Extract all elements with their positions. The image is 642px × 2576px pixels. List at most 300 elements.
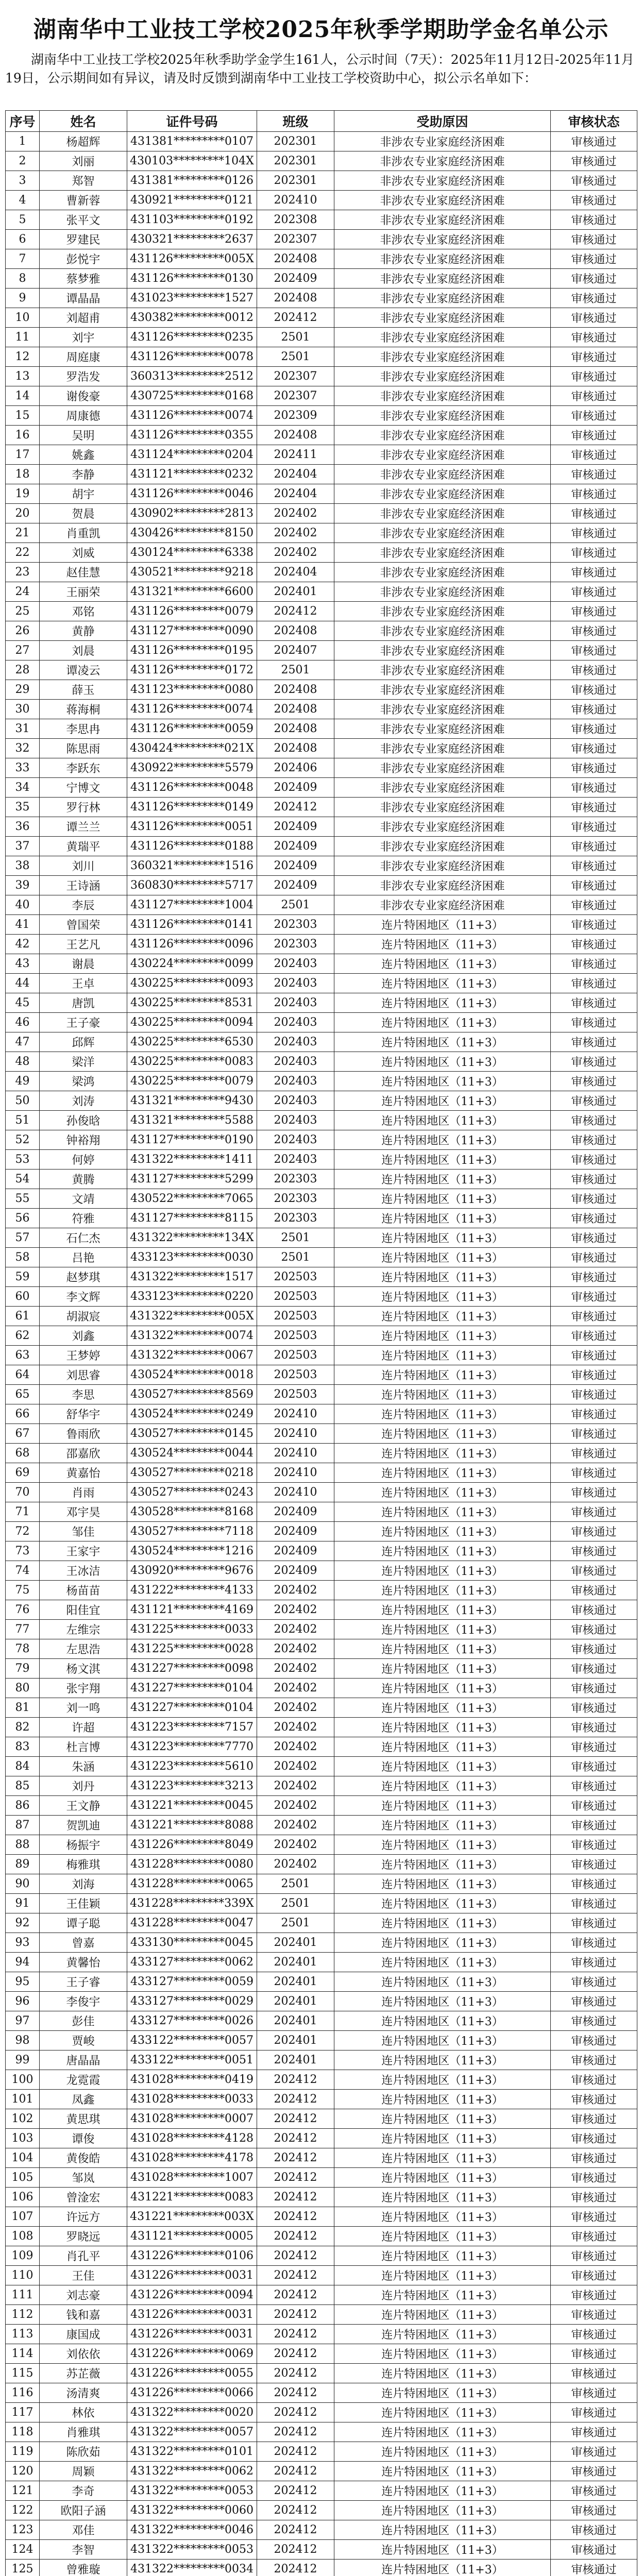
cell-id-number: 431126*********0078 (127, 347, 257, 367)
table-row (6, 1933, 637, 1953)
cell-name: 谭俊 (40, 2129, 127, 2148)
cell-reason: 连片特困地区（11+3） (334, 1228, 551, 1248)
cell-name: 刘志豪 (40, 2285, 127, 2305)
cell-reason: 非涉农专业家庭经济困难 (334, 406, 551, 426)
cell-name: 贺凯迪 (40, 1816, 127, 1835)
table-row (6, 1287, 637, 1307)
cell-status: 审核通过 (551, 426, 637, 445)
cell-class: 202303 (257, 935, 334, 954)
cell-id-number: 431028*********0419 (127, 2070, 257, 2090)
cell-id-number: 430920*********9676 (127, 1561, 257, 1581)
cell-id-number: 431126*********0172 (127, 660, 257, 680)
cell-class: 202403 (257, 1150, 334, 1170)
cell-class: 202412 (257, 2462, 334, 2481)
table-row (6, 504, 637, 523)
cell-reason: 连片特困地区（11+3） (334, 954, 551, 974)
cell-id-number: 431321*********5588 (127, 1111, 257, 1130)
table-row (6, 2422, 637, 2442)
cell-id-number: 430522*********7065 (127, 1189, 257, 1209)
table-row (6, 1189, 637, 1209)
cell-seq: 60 (6, 1287, 40, 1307)
cell-class: 202402 (257, 1581, 334, 1600)
cell-reason: 连片特困地区（11+3） (334, 2560, 551, 2576)
cell-seq: 14 (6, 386, 40, 406)
cell-id-number: 433123*********0030 (127, 1248, 257, 1267)
cell-class: 202412 (257, 2540, 334, 2560)
cell-name: 胡宇 (40, 484, 127, 504)
cell-seq: 118 (6, 2422, 40, 2442)
cell-id-number: 431228*********0065 (127, 1874, 257, 1894)
cell-name: 肖雨 (40, 1483, 127, 1502)
cell-id-number: 430225*********0094 (127, 1013, 257, 1032)
cell-seq: 32 (6, 739, 40, 758)
cell-status: 审核通过 (551, 2109, 637, 2129)
cell-name: 黄俊皓 (40, 2148, 127, 2168)
cell-name: 谭凌云 (40, 660, 127, 680)
cell-reason: 连片特困地区（11+3） (334, 1620, 551, 1639)
cell-status: 审核通过 (551, 1522, 637, 1541)
cell-class: 202503 (257, 1365, 334, 1385)
table-row (6, 876, 637, 895)
cell-name: 王卓 (40, 974, 127, 993)
table-row (6, 1600, 637, 1620)
cell-id-number: 431226*********0031 (127, 2305, 257, 2325)
cell-name: 贾峻 (40, 2031, 127, 2050)
cell-name: 刘丹 (40, 1776, 127, 1796)
cell-class: 202403 (257, 993, 334, 1013)
cell-id-number: 431028*********0007 (127, 2109, 257, 2129)
cell-id-number: 360313*********2512 (127, 367, 257, 386)
cell-seq: 75 (6, 1581, 40, 1600)
cell-class: 202402 (257, 1796, 334, 1816)
cell-id-number: 431223*********3213 (127, 1776, 257, 1796)
table-row (6, 1248, 637, 1267)
table-row (6, 2285, 637, 2305)
cell-status: 审核通过 (551, 1855, 637, 1874)
cell-name: 刘涛 (40, 1091, 127, 1111)
cell-id-number: 431226*********0055 (127, 2364, 257, 2383)
cell-seq: 116 (6, 2383, 40, 2403)
cell-id-number: 431126*********0074 (127, 700, 257, 719)
cell-status: 审核通过 (551, 1150, 637, 1170)
cell-reason: 连片特困地区（11+3） (334, 2305, 551, 2325)
table-row (6, 1522, 637, 1541)
cell-seq: 121 (6, 2481, 40, 2501)
table-row (6, 2011, 637, 2031)
cell-class: 202307 (257, 367, 334, 386)
cell-class: 202307 (257, 386, 334, 406)
cell-seq: 41 (6, 915, 40, 935)
table-row (6, 2148, 637, 2168)
cell-id-number: 430527*********0243 (127, 1483, 257, 1502)
cell-id-number: 431028*********4128 (127, 2129, 257, 2148)
cell-seq: 82 (6, 1718, 40, 1737)
cell-seq: 38 (6, 856, 40, 876)
table-row (6, 719, 637, 739)
cell-status: 审核通过 (551, 2305, 637, 2325)
cell-status: 审核通过 (551, 1776, 637, 1796)
cell-name: 符雅 (40, 1209, 127, 1228)
cell-status: 审核通过 (551, 935, 637, 954)
cell-seq: 64 (6, 1365, 40, 1385)
cell-id-number: 431322*********0053 (127, 2540, 257, 2560)
cell-seq: 37 (6, 837, 40, 856)
cell-seq: 108 (6, 2227, 40, 2246)
cell-status: 审核通过 (551, 1581, 637, 1600)
table-row (6, 1052, 637, 1072)
cell-name: 王诗涵 (40, 876, 127, 895)
cell-status: 审核通过 (551, 954, 637, 974)
cell-status: 审核通过 (551, 465, 637, 484)
cell-name: 左思浩 (40, 1639, 127, 1659)
cell-class: 202301 (257, 132, 334, 151)
cell-status: 审核通过 (551, 347, 637, 367)
cell-seq: 12 (6, 347, 40, 367)
cell-seq: 77 (6, 1620, 40, 1639)
cell-class: 202402 (257, 1757, 334, 1776)
cell-class: 202409 (257, 1502, 334, 1522)
cell-reason: 连片特困地区（11+3） (334, 2481, 551, 2501)
cell-reason: 连片特困地区（11+3） (334, 1189, 551, 1209)
table-row (6, 1424, 637, 1444)
table-row (6, 2090, 637, 2109)
cell-class: 202404 (257, 563, 334, 582)
cell-reason: 非涉农专业家庭经济困难 (334, 582, 551, 602)
cell-id-number: 431126*********0355 (127, 426, 257, 445)
cell-class: 202412 (257, 2109, 334, 2129)
cell-seq: 63 (6, 1346, 40, 1365)
cell-seq: 56 (6, 1209, 40, 1228)
cell-name: 周颖 (40, 2462, 127, 2481)
cell-id-number: 431225*********0028 (127, 1639, 257, 1659)
cell-name: 曾淦宏 (40, 2188, 127, 2207)
cell-reason: 非涉农专业家庭经济困难 (334, 504, 551, 523)
table-row (6, 1874, 637, 1894)
cell-reason: 连片特困地区（11+3） (334, 2442, 551, 2462)
cell-status: 审核通过 (551, 1111, 637, 1130)
cell-reason: 非涉农专业家庭经济困难 (334, 739, 551, 758)
cell-seq: 31 (6, 719, 40, 739)
cell-status: 审核通过 (551, 1346, 637, 1365)
table-row (6, 1032, 637, 1052)
cell-status: 审核通过 (551, 1209, 637, 1228)
cell-class: 202401 (257, 582, 334, 602)
table-row (6, 915, 637, 935)
cell-name: 宁博文 (40, 778, 127, 798)
cell-seq: 18 (6, 465, 40, 484)
table-row (6, 856, 637, 876)
table-row (6, 817, 637, 837)
cell-reason: 连片特困地区（11+3） (334, 2129, 551, 2148)
cell-name: 黄瑞平 (40, 837, 127, 856)
cell-class: 202402 (257, 1816, 334, 1835)
cell-reason: 连片特困地区（11+3） (334, 1639, 551, 1659)
cell-name: 姚鑫 (40, 445, 127, 465)
cell-id-number: 430524*********0044 (127, 1444, 257, 1463)
cell-status: 审核通过 (551, 2070, 637, 2090)
cell-class: 202403 (257, 954, 334, 974)
cell-seq: 109 (6, 2246, 40, 2266)
cell-class: 202410 (257, 1404, 334, 1424)
cell-reason: 非涉农专业家庭经济困难 (334, 621, 551, 641)
cell-name: 谢俊豪 (40, 386, 127, 406)
cell-name: 邹佳 (40, 1522, 127, 1541)
table-row (6, 2462, 637, 2481)
cell-reason: 非涉农专业家庭经济困难 (334, 543, 551, 563)
cell-class: 202412 (257, 2325, 334, 2344)
cell-status: 审核通过 (551, 915, 637, 935)
cell-class: 202303 (257, 1170, 334, 1189)
cell-seq: 30 (6, 700, 40, 719)
table-row (6, 1228, 637, 1248)
cell-id-number: 431028*********1007 (127, 2168, 257, 2188)
cell-name: 杨文淇 (40, 1659, 127, 1679)
cell-seq: 34 (6, 778, 40, 798)
cell-name: 罗建民 (40, 230, 127, 249)
cell-status: 审核通过 (551, 1091, 637, 1111)
cell-status: 审核通过 (551, 817, 637, 837)
cell-name: 胡淑宸 (40, 1307, 127, 1326)
cell-class: 202401 (257, 2050, 334, 2070)
cell-reason: 非涉农专业家庭经济困难 (334, 758, 551, 778)
cell-id-number: 431322*********005X (127, 1307, 257, 1326)
cell-id-number: 430321*********2637 (127, 230, 257, 249)
cell-seq: 33 (6, 758, 40, 778)
cell-status: 审核通过 (551, 406, 637, 426)
cell-status: 审核通过 (551, 445, 637, 465)
cell-name: 肖孔平 (40, 2246, 127, 2266)
cell-name: 邹岚 (40, 2168, 127, 2188)
cell-seq: 23 (6, 563, 40, 582)
cell-name: 梅雅琪 (40, 1855, 127, 1874)
table-row (6, 1209, 637, 1228)
table-row (6, 758, 637, 778)
table-row (6, 386, 637, 406)
cell-class: 202409 (257, 778, 334, 798)
cell-seq: 88 (6, 1835, 40, 1855)
cell-seq: 11 (6, 328, 40, 347)
cell-seq: 66 (6, 1404, 40, 1424)
cell-reason: 连片特困地区（11+3） (334, 1463, 551, 1483)
cell-name: 李静 (40, 465, 127, 484)
table-row (6, 700, 637, 719)
table-row (6, 1620, 637, 1639)
header-id-number: 证件号码 (127, 111, 257, 132)
table-row (6, 2325, 637, 2344)
cell-seq: 81 (6, 1698, 40, 1718)
cell-status: 审核通过 (551, 1561, 637, 1581)
cell-class: 202403 (257, 1032, 334, 1052)
cell-reason: 非涉农专业家庭经济困难 (334, 386, 551, 406)
table-row (6, 523, 637, 543)
cell-id-number: 431126*********0046 (127, 484, 257, 504)
cell-status: 审核通过 (551, 386, 637, 406)
cell-reason: 连片特困地区（11+3） (334, 2188, 551, 2207)
cell-seq: 46 (6, 1013, 40, 1032)
cell-status: 审核通过 (551, 1718, 637, 1737)
cell-name: 彭佳 (40, 2011, 127, 2031)
cell-reason: 非涉农专业家庭经济困难 (334, 523, 551, 543)
cell-class: 202503 (257, 1385, 334, 1404)
cell-class: 202409 (257, 856, 334, 876)
table-row (6, 2227, 637, 2246)
cell-seq: 29 (6, 680, 40, 700)
cell-name: 凤鑫 (40, 2090, 127, 2109)
cell-reason: 连片特困地区（11+3） (334, 1287, 551, 1307)
cell-class: 202301 (257, 171, 334, 191)
cell-reason: 连片特困地区（11+3） (334, 1816, 551, 1835)
cell-status: 审核通过 (551, 2501, 637, 2520)
cell-seq: 73 (6, 1541, 40, 1561)
cell-name: 谢晨 (40, 954, 127, 974)
table-row (6, 1130, 637, 1150)
table-row (6, 1855, 637, 1874)
cell-seq: 58 (6, 1248, 40, 1267)
cell-id-number: 431226*********0094 (127, 2285, 257, 2305)
table-row (6, 191, 637, 210)
cell-status: 审核通过 (551, 1816, 637, 1835)
cell-seq: 35 (6, 798, 40, 817)
cell-status: 审核通过 (551, 837, 637, 856)
cell-status: 审核通过 (551, 1248, 637, 1267)
cell-id-number: 360830*********5717 (127, 876, 257, 895)
cell-status: 审核通过 (551, 1072, 637, 1091)
cell-reason: 非涉农专业家庭经济困难 (334, 151, 551, 171)
cell-name: 杨超辉 (40, 132, 127, 151)
cell-reason: 连片特困地区（11+3） (334, 2364, 551, 2383)
cell-class: 2501 (257, 347, 334, 367)
cell-status: 审核通过 (551, 1894, 637, 1913)
cell-class: 202401 (257, 1953, 334, 1972)
cell-reason: 连片特困地区（11+3） (334, 1365, 551, 1385)
table-row (6, 171, 637, 191)
cell-seq: 61 (6, 1307, 40, 1326)
cell-status: 审核通过 (551, 1933, 637, 1953)
table-row (6, 1385, 637, 1404)
cell-class: 202402 (257, 1835, 334, 1855)
cell-id-number: 431121*********0005 (127, 2227, 257, 2246)
cell-seq: 16 (6, 426, 40, 445)
cell-reason: 非涉农专业家庭经济困难 (334, 230, 551, 249)
cell-id-number: 431126*********0079 (127, 602, 257, 621)
cell-id-number: 431225*********0033 (127, 1620, 257, 1639)
cell-seq: 87 (6, 1816, 40, 1835)
table-row (6, 2560, 637, 2576)
cell-class: 202503 (257, 1287, 334, 1307)
cell-class: 202402 (257, 1600, 334, 1620)
cell-reason: 连片特困地区（11+3） (334, 1600, 551, 1620)
cell-reason: 非涉农专业家庭经济困难 (334, 876, 551, 895)
cell-name: 钱和嘉 (40, 2305, 127, 2325)
cell-reason: 非涉农专业家庭经济困难 (334, 426, 551, 445)
cell-class: 202412 (257, 2285, 334, 2305)
cell-reason: 连片特困地区（11+3） (334, 2109, 551, 2129)
cell-id-number: 433127*********0026 (127, 2011, 257, 2031)
table-row (6, 621, 637, 641)
table-row (6, 1913, 637, 1933)
cell-reason: 非涉农专业家庭经济困难 (334, 778, 551, 798)
cell-status: 审核通过 (551, 269, 637, 289)
table-row (6, 426, 637, 445)
cell-name: 赵佳慧 (40, 563, 127, 582)
table-row (6, 1267, 637, 1287)
cell-seq: 50 (6, 1091, 40, 1111)
cell-status: 审核通过 (551, 2285, 637, 2305)
cell-class: 202412 (257, 2148, 334, 2168)
table-row (6, 993, 637, 1013)
cell-class: 202412 (257, 2403, 334, 2422)
cell-class: 202403 (257, 1072, 334, 1091)
cell-name: 刘威 (40, 543, 127, 563)
cell-name: 欧阳子涵 (40, 2501, 127, 2520)
cell-seq: 71 (6, 1502, 40, 1522)
cell-status: 审核通过 (551, 1913, 637, 1933)
cell-reason: 非涉农专业家庭经济困难 (334, 798, 551, 817)
cell-name: 石仁杰 (40, 1228, 127, 1248)
cell-class: 202403 (257, 1052, 334, 1072)
cell-class: 202303 (257, 915, 334, 935)
table-row (6, 798, 637, 817)
cell-reason: 连片特困地区（11+3） (334, 2383, 551, 2403)
cell-name: 李思 (40, 1385, 127, 1404)
cell-class: 202410 (257, 1483, 334, 1502)
cell-class: 202402 (257, 1698, 334, 1718)
cell-name: 刘超甫 (40, 308, 127, 328)
cell-name: 曾国荣 (40, 915, 127, 935)
cell-class: 202407 (257, 641, 334, 660)
cell-name: 刘思睿 (40, 1365, 127, 1385)
cell-status: 审核通过 (551, 210, 637, 230)
cell-name: 贺晨 (40, 504, 127, 523)
cell-status: 审核通过 (551, 2403, 637, 2422)
table-row (6, 2305, 637, 2325)
cell-seq: 17 (6, 445, 40, 465)
cell-id-number: 430527*********8569 (127, 1385, 257, 1404)
cell-class: 202307 (257, 230, 334, 249)
table-row (6, 2344, 637, 2364)
cell-class: 202303 (257, 1209, 334, 1228)
table-row (6, 1072, 637, 1091)
cell-name: 鲁雨欣 (40, 1424, 127, 1444)
cell-status: 审核通过 (551, 543, 637, 563)
table-row (6, 269, 637, 289)
cell-reason: 连片特困地区（11+3） (334, 2422, 551, 2442)
cell-status: 审核通过 (551, 1326, 637, 1346)
cell-id-number: 431221*********8088 (127, 1816, 257, 1835)
table-row (6, 2442, 637, 2462)
cell-id-number: 430524*********0018 (127, 1365, 257, 1385)
cell-seq: 99 (6, 2050, 40, 2070)
cell-class: 202403 (257, 974, 334, 993)
cell-reason: 连片特困地区（11+3） (334, 1091, 551, 1111)
cell-reason: 连片特困地区（11+3） (334, 1404, 551, 1424)
cell-seq: 45 (6, 993, 40, 1013)
cell-seq: 54 (6, 1170, 40, 1189)
cell-name: 李智 (40, 2540, 127, 2560)
cell-id-number: 431126*********0096 (127, 935, 257, 954)
cell-seq: 68 (6, 1444, 40, 1463)
cell-status: 审核通过 (551, 2325, 637, 2344)
cell-class: 202412 (257, 2364, 334, 2383)
cell-reason: 连片特困地区（11+3） (334, 1855, 551, 1874)
cell-id-number: 430922*********5579 (127, 758, 257, 778)
cell-class: 202412 (257, 2246, 334, 2266)
cell-id-number: 431322*********0020 (127, 2403, 257, 2422)
cell-id-number: 431222*********4133 (127, 1581, 257, 1600)
cell-name: 文靖 (40, 1189, 127, 1209)
table-row (6, 1718, 637, 1737)
cell-name: 周庭康 (40, 347, 127, 367)
